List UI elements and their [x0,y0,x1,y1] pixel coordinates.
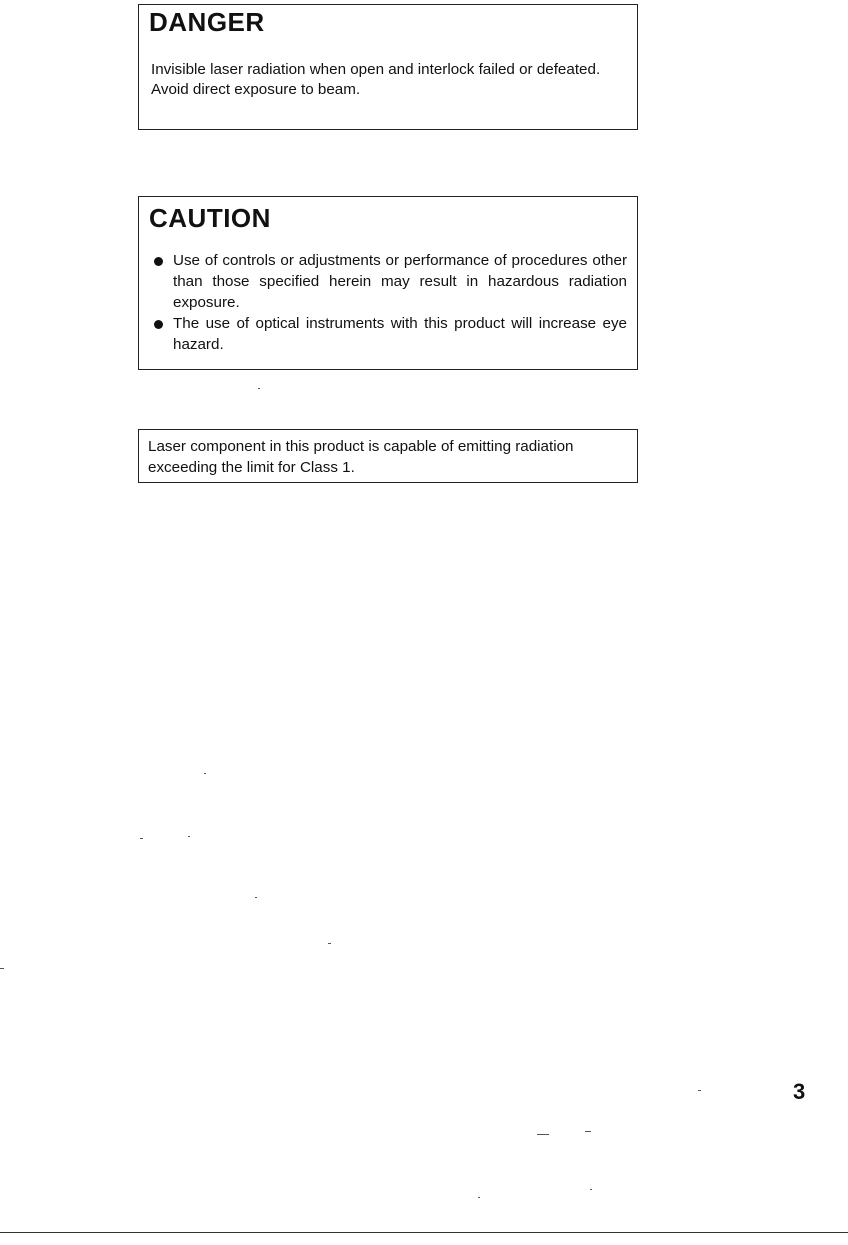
scan-speck [590,1189,592,1190]
scan-speck [478,1197,480,1198]
scan-speck [537,1134,549,1135]
caution-item-text: Use of controls or adjustments or performance of procedures other than those specified herein may result in hazardous radiation exposure. [173,252,627,311]
scan-speck [698,1090,701,1091]
caution-heading: CAUTION [149,203,271,233]
scan-speck [255,897,257,898]
caution-warning-box [138,196,638,370]
scan-speck [204,773,206,774]
scan-speck [188,836,190,837]
caution-list [151,250,627,355]
laser-class-notice-box [138,429,638,483]
scan-speck [140,838,143,839]
laser-class-notice-text: Laser component in this product is capable of emitting radiation exceeding the limit for Class 1. [148,438,574,476]
bullet-icon [154,257,163,266]
scan-speck [328,943,331,944]
page-number: 3 [793,1079,806,1104]
page-bottom-rule [0,1232,848,1233]
danger-warning-box [138,4,638,130]
caution-list-item [151,313,627,355]
caution-list-item [151,250,627,313]
danger-text-exposure: Avoid direct exposure to beam. [151,81,361,98]
scan-speck [0,968,4,969]
bullet-icon [154,320,163,329]
scan-speck [258,388,260,389]
caution-item-text: The use of optical instruments with this product will increase eye hazard. [173,315,627,353]
danger-text-interlock: Invisible laser radiation when open and interlock failed or defeated. [151,61,601,78]
scan-speck [585,1131,591,1132]
danger-heading: DANGER [149,7,265,37]
